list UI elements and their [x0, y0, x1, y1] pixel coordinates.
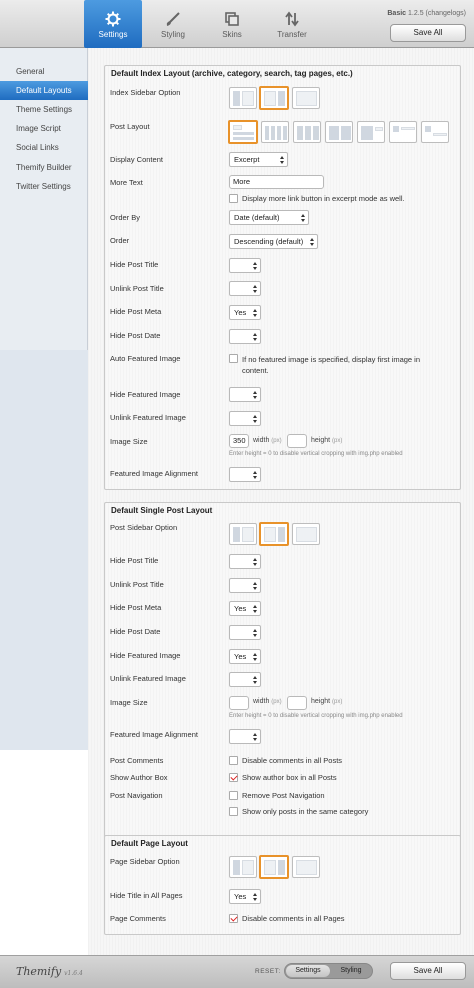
single-height-label — [311, 698, 342, 705]
px-text: (px) — [271, 438, 282, 444]
more-link-checkbox[interactable] — [229, 194, 238, 203]
gear-icon — [105, 11, 121, 27]
select-arrows-icon — [253, 262, 258, 270]
post-layout-grid4-option[interactable] — [261, 121, 289, 143]
single-image-width-input[interactable] — [229, 696, 249, 710]
reset-label: RESET: — [255, 968, 281, 975]
tab-transfer-label: Transfer — [277, 30, 307, 39]
single-unlink-featured-label: Unlink Featured Image — [110, 674, 186, 683]
sidebar-item-default-layouts[interactable]: Default Layouts — [0, 81, 88, 100]
image-width-input[interactable]: 350 — [229, 434, 249, 448]
more-link-label: Display more link button in excerpt mode as well. — [242, 194, 405, 203]
px-text: (px) — [271, 699, 282, 705]
width-label — [253, 437, 282, 444]
index-layout-title: Default Index Layout (archive, category, search, tag pages, etc.) — [111, 69, 353, 78]
sidebar-item-image-script[interactable]: Image Script — [16, 124, 61, 133]
select-arrows-icon — [253, 893, 258, 901]
hide-title-pages-label: Hide Title in All Pages — [110, 891, 183, 900]
post-comments-checkbox[interactable] — [229, 756, 238, 765]
unlink-post-title-select[interactable] — [229, 281, 261, 296]
hide-post-meta-label: Hide Post Meta — [110, 307, 162, 316]
footer-save-all-button[interactable]: Save All — [390, 962, 466, 980]
select-arrows-icon — [253, 733, 258, 741]
sidebar-spacer — [0, 750, 88, 955]
show-author-cb-label: Show author box in all Posts — [242, 773, 337, 782]
single-featured-align-select[interactable] — [229, 729, 261, 744]
layout-no-sidebar-option[interactable] — [292, 87, 320, 109]
index-layout-panel — [104, 65, 461, 490]
post-layout-grid2-option[interactable] — [325, 121, 353, 143]
select-arrows-icon — [253, 391, 258, 399]
sidebar-item-social-links[interactable]: Social Links — [16, 143, 59, 152]
select-arrows-icon — [253, 285, 258, 293]
order-by-value: Date (default) — [234, 213, 280, 222]
logo-version: v1.6.4 — [64, 970, 83, 977]
same-category-checkbox[interactable] — [229, 807, 238, 816]
single-hide-post-date-select[interactable] — [229, 625, 261, 640]
skins-icon — [224, 11, 240, 27]
single-hide-post-title-label: Hide Post Title — [110, 556, 159, 565]
footer-bar — [0, 955, 474, 988]
post-sidebar-left-option[interactable] — [229, 523, 257, 545]
px-text: (px) — [332, 438, 343, 444]
page-comments-label: Page Comments — [110, 914, 166, 923]
single-hide-post-meta-label: Hide Post Meta — [110, 603, 162, 612]
sidebar-item-twitter-settings[interactable]: Twitter Settings — [16, 182, 71, 191]
width-text: width — [253, 437, 270, 444]
select-arrows-icon — [253, 415, 258, 423]
show-author-checkbox[interactable] — [229, 773, 238, 782]
reset-switch — [284, 963, 373, 979]
display-content-value: Excerpt — [234, 155, 260, 164]
transfer-icon — [284, 11, 300, 27]
sidebar-item-general[interactable]: General — [16, 67, 45, 76]
single-hide-featured-label: Hide Featured Image — [110, 651, 181, 660]
page-sidebar-option-label: Page Sidebar Option — [110, 857, 180, 866]
single-unlink-post-title-select[interactable] — [229, 578, 261, 593]
select-arrows-icon — [253, 333, 258, 341]
single-hide-featured-select[interactable] — [229, 649, 261, 664]
post-nav-cb-label: Remove Post Navigation — [242, 791, 325, 800]
single-hide-post-date-label: Hide Post Date — [110, 627, 161, 636]
post-nav-checkbox[interactable] — [229, 791, 238, 800]
select-arrows-icon — [253, 676, 258, 684]
single-post-layout-title: Default Single Post Layout — [111, 506, 213, 515]
tab-skins-label: Skins — [222, 30, 242, 39]
post-layout-list-option[interactable] — [228, 120, 258, 144]
select-arrows-icon — [310, 238, 315, 246]
brush-icon — [165, 11, 181, 27]
hide-post-date-select[interactable] — [229, 329, 261, 344]
single-featured-align-label: Featured Image Alignment — [110, 730, 198, 739]
page-layout-title: Default Page Layout — [111, 839, 188, 848]
hide-post-meta-value: Yes — [234, 308, 247, 317]
order-value: Descending (default) — [234, 237, 304, 246]
show-author-label: Show Author Box — [110, 773, 168, 782]
post-layout-label: Post Layout — [110, 122, 150, 131]
single-post-layout-panel — [104, 502, 461, 866]
single-width-label — [253, 698, 282, 705]
save-all-button[interactable]: Save All — [390, 24, 466, 42]
version-info — [387, 10, 466, 17]
unlink-featured-label: Unlink Featured Image — [110, 413, 186, 422]
layout-sidebar-right-option[interactable] — [259, 86, 289, 110]
hide-title-pages-value: Yes — [234, 892, 247, 901]
hide-post-meta-select[interactable] — [229, 305, 261, 320]
display-content-label: Display Content — [110, 155, 163, 164]
hide-featured-label: Hide Featured Image — [110, 390, 181, 399]
select-arrows-icon — [253, 629, 258, 637]
height-label — [311, 437, 342, 444]
sidebar-item-theme-settings[interactable]: Theme Settings — [16, 105, 73, 114]
unlink-post-title-label: Unlink Post Title — [110, 284, 164, 293]
post-no-sidebar-option[interactable] — [292, 523, 320, 545]
post-layout-list-thumb-option[interactable] — [389, 121, 417, 143]
order-by-label: Order By — [110, 213, 141, 222]
page-sidebar-right-option[interactable] — [259, 855, 289, 879]
page-sidebar-left-option[interactable] — [229, 856, 257, 878]
page-comments-cb-label: Disable comments in all Pages — [242, 914, 345, 923]
hide-post-title-label: Hide Post Title — [110, 260, 159, 269]
post-sidebar-right-option[interactable] — [259, 522, 289, 546]
order-label: Order — [110, 236, 130, 245]
logo-text: Themify — [16, 965, 62, 978]
post-sidebar-option-label: Post Sidebar Option — [110, 523, 178, 532]
hide-title-pages-select[interactable] — [229, 889, 261, 904]
reset-styling-button[interactable]: Styling — [340, 967, 362, 974]
post-comments-label: Post Comments — [110, 756, 164, 765]
order-by-select[interactable] — [229, 210, 309, 225]
select-arrows-icon — [301, 214, 306, 222]
auto-featured-label: Auto Featured Image — [110, 354, 181, 363]
settings-sidebar — [0, 48, 88, 750]
single-hide-post-title-select[interactable] — [229, 554, 261, 569]
select-arrows-icon — [253, 605, 258, 613]
image-size-hint: Enter height = 0 to disable vertical cropping with img.php enabled — [229, 451, 403, 457]
version-number[interactable]: 1.2.5 (changelogs) — [408, 10, 466, 17]
select-arrows-icon — [280, 156, 285, 164]
single-image-size-hint: Enter height = 0 to disable vertical cropping with img.php enabled — [229, 713, 403, 719]
post-layout-grid3-option[interactable] — [293, 121, 321, 143]
top-toolbar — [0, 0, 474, 48]
post-comments-cb-label: Disable comments in all Posts — [242, 756, 343, 765]
tab-transfer[interactable] — [263, 2, 321, 46]
select-arrows-icon — [253, 471, 258, 479]
post-layout-list-post-option[interactable] — [421, 121, 449, 143]
image-height-input[interactable] — [287, 434, 307, 448]
hide-featured-select[interactable] — [229, 387, 261, 402]
single-unlink-post-title-label: Unlink Post Title — [110, 580, 164, 589]
tab-skins[interactable] — [203, 2, 261, 46]
select-arrows-icon — [253, 582, 258, 590]
tab-styling-label: Styling — [160, 30, 185, 39]
sidebar-background — [0, 350, 88, 750]
layout-sidebar-left-option[interactable] — [229, 87, 257, 109]
main-content — [88, 48, 474, 955]
version-name: Basic — [387, 10, 407, 17]
height-text: height — [311, 437, 331, 444]
tab-settings-label: Settings — [98, 30, 128, 39]
themify-logo — [16, 965, 83, 978]
page-no-sidebar-option[interactable] — [292, 856, 320, 878]
tab-styling[interactable] — [144, 2, 202, 46]
post-nav-label: Post Navigation — [110, 791, 163, 800]
single-hide-featured-value: Yes — [234, 652, 247, 661]
hide-post-date-label: Hide Post Date — [110, 331, 161, 340]
display-content-select[interactable] — [229, 152, 288, 167]
auto-featured-cb-label: If no featured image is specified, display first image in content. — [242, 355, 421, 375]
page-layout-panel — [104, 835, 461, 935]
single-hide-post-meta-value: Yes — [234, 604, 247, 613]
select-arrows-icon — [253, 558, 258, 566]
reset-settings-button[interactable]: Settings — [286, 965, 330, 977]
select-arrows-icon — [253, 653, 258, 661]
single-image-size-label: Image Size — [110, 698, 148, 707]
index-sidebar-option-label: Index Sidebar Option — [110, 88, 181, 97]
width-text: width — [253, 698, 270, 705]
sidebar-item-themify-builder[interactable]: Themify Builder — [16, 163, 72, 172]
select-arrows-icon — [253, 309, 258, 317]
single-image-height-input[interactable] — [287, 696, 307, 710]
image-size-label: Image Size — [110, 437, 148, 446]
page-comments-checkbox[interactable] — [229, 914, 238, 923]
auto-featured-checkbox[interactable] — [229, 354, 238, 363]
more-text-input[interactable]: More — [229, 175, 324, 189]
hide-post-title-select[interactable] — [229, 258, 261, 273]
post-layout-list-large-option[interactable] — [357, 121, 385, 143]
featured-align-label: Featured Image Alignment — [110, 469, 198, 478]
px-text: (px) — [332, 699, 343, 705]
unlink-featured-select[interactable] — [229, 411, 261, 426]
same-category-cb-label: Show only posts in the same category — [242, 807, 369, 816]
height-text: height — [311, 698, 331, 705]
order-select[interactable] — [229, 234, 318, 249]
featured-align-select[interactable] — [229, 467, 261, 482]
single-hide-post-meta-select[interactable] — [229, 601, 261, 616]
tab-settings[interactable] — [84, 0, 142, 48]
more-text-label: More Text — [110, 178, 143, 187]
single-unlink-featured-select[interactable] — [229, 672, 261, 687]
